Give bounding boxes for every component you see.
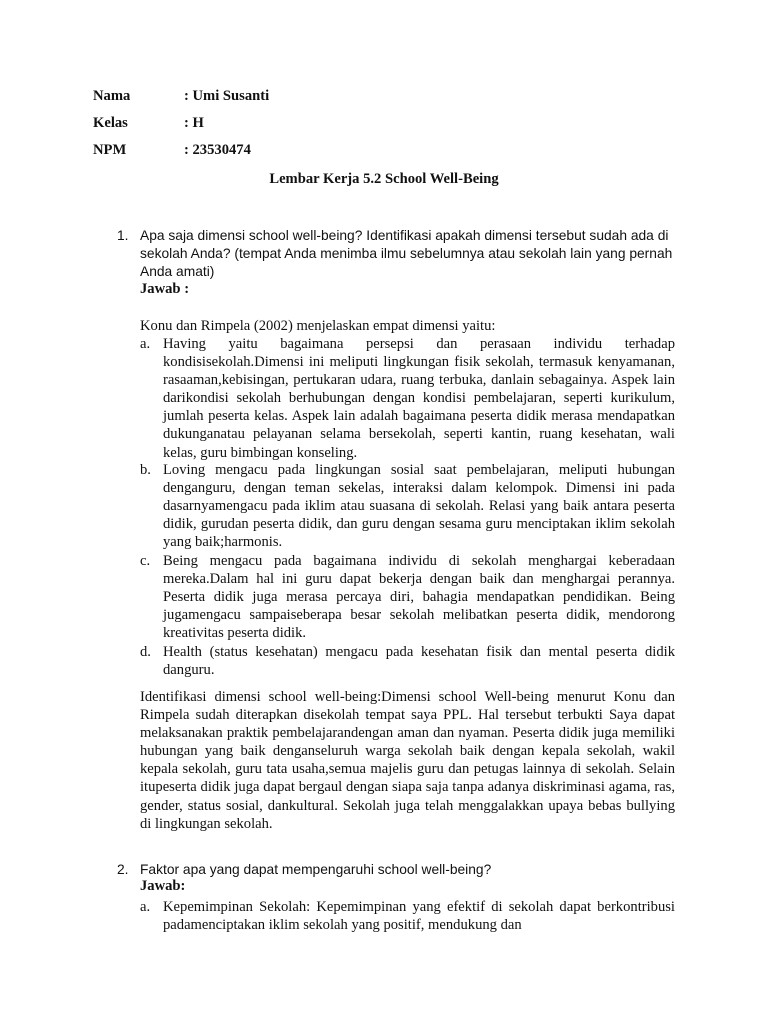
question-number: 1.	[117, 228, 129, 243]
identification-paragraph: Identifikasi dimensi school well-being:Dimensi school Well-being menurut Konu dan Rimpela sudah diterapkan disekolah tempat saya PPL. Hal tersebut terbukti Saya dapat melaksanakan praktik pembelajarandengan aman dan nyaman. Peserta didik juga memiliki hubungan yang baik denganseluruh warga sekolah baik dengan kepala sekolah, wakil kepala sekolah, guru tata usaha,semua majelis guru dan petugas lainnya di sekolah. Selain itupeserta didik juga dapat bergaul dengan siapa saja tanpa adanya diskriminasi agama, ras, gender, status sosial, dankultural. Sekolah juga telah menggalakkan upaya bebas bullying di lingkungan sekolah.	[140, 689, 675, 832]
header-label: Kelas	[93, 115, 128, 131]
list-item-text: Health (status kesehatan) mengacu pada kesehatan fisik dan mental peserta didik danguru.	[163, 644, 675, 679]
list-item	[140, 898, 675, 934]
header-label: NPM	[93, 142, 127, 158]
list-marker: c.	[140, 553, 151, 569]
header-label: Nama	[93, 88, 131, 104]
header-value: : Umi Susanti	[184, 88, 270, 104]
list-item	[140, 552, 675, 642]
list-item-text: Loving mengacu pada lingkungan sosial saat pembelajaran, meliputi hubungan denganguru, dengan teman sekelas, interaksi dalam kelompok. Dimensi ini pada dasarnyamengacu pada iklim atau suasana di sekolah. Relasi yang baik antara peserta didik, gurudan peserta didik, dan guru dengan sesama guru menciptakan iklim sekolah yang baik;harmonis.	[163, 462, 675, 551]
list-item-text: Having yaitu bagaimana persepsi dan perasaan individu terhadap kondisisekolah.Dimensi ini meliputi lingkungan fisik sekolah, termasuk kenyamanan, rasaaman,kebisingan, pertukaran udara, ruang terbuka, danlain sebagainya. Aspek lain darikondisi sekolah berhubungan dengan kondisi pembelajaran, seperti kurikulum, jumlah peserta kelas. Aspek lain adalah bagaimana peserta didik merasa mendapatkan dukunganatau pelayanan selama bersekolah, seperti kantin, ruang kesehatan, wali kelas, guru bimbingan konseling.	[163, 336, 675, 461]
page-title: Lembar Kerja 5.2 School Well-Being	[269, 171, 499, 187]
list-item	[140, 461, 675, 551]
header-value: : 23530474	[184, 142, 251, 158]
question-number: 2.	[117, 862, 129, 877]
list-marker: a.	[140, 899, 151, 915]
answer-label: Jawab :	[140, 281, 190, 297]
question-text: Apa saja dimensi school well-being? Identifikasi apakah dimensi tersebut sudah ada di sekolah Anda? (tempat Anda menimba ilmu sebelumnya atau sekolah lain yang pernah Anda amati)	[140, 228, 673, 280]
list-item-text: Kepemimpinan Sekolah: Kepemimpinan yang efektif di sekolah dapat berkontribusi padamenciptakan iklim sekolah yang positif, mendukung dan	[163, 899, 675, 934]
list-marker: b.	[140, 462, 151, 478]
list-marker: d.	[140, 644, 151, 660]
list-item	[140, 335, 675, 462]
answer-label: Jawab:	[140, 878, 186, 894]
question-text: Faktor apa yang dapat mempengaruhi school well-being?	[140, 862, 492, 877]
list-marker: a.	[140, 336, 151, 352]
answer-intro: Konu dan Rimpela (2002) menjelaskan empat dimensi yaitu:	[140, 318, 496, 334]
header-value: : H	[184, 115, 204, 131]
list-item	[140, 643, 675, 679]
list-item-text: Being mengacu pada bagaimana individu di sekolah menghargai keberadaan mereka.Dalam hal ini guru dapat bekerja dengan baik dan menghargai perannya. Peserta didik juga merasa percaya diri, bahagia mendapatkan pendidikan. Being jugamengacu sampaiseberapa besar sekolah melibatkan peserta didik, mendorong kreativitas peserta didik.	[163, 553, 675, 642]
